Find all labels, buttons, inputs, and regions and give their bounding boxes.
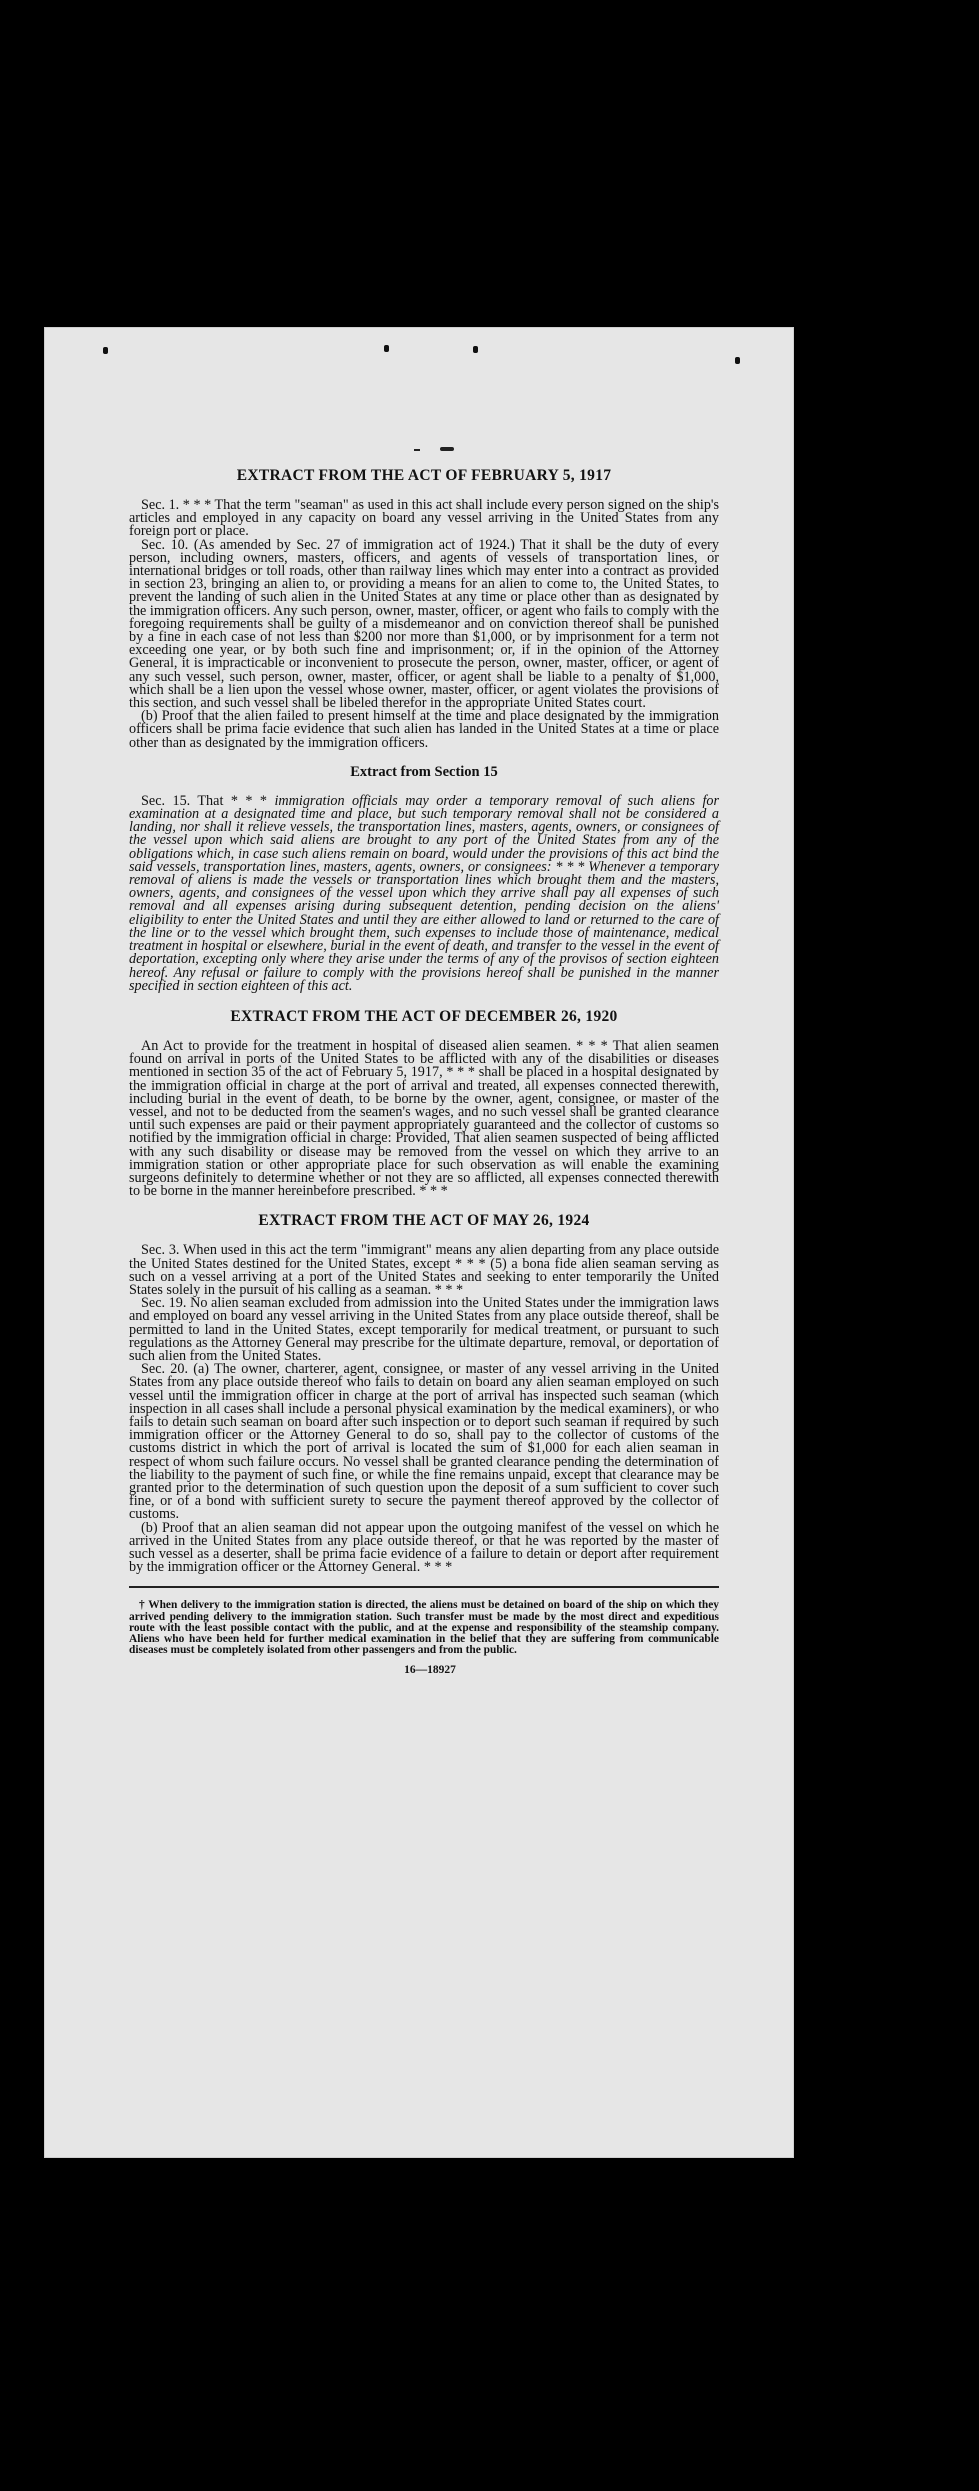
document-body <box>129 467 719 1678</box>
punch-hole <box>103 347 108 354</box>
paragraph-sec-19: Sec. 19. No alien seaman excluded from admission into the United States under the immigration laws and employed on board any vessel arriving in the United States from any place outside thereof, shall be permitted to land in the United States, except temporarily for medical treatment, or pursuant to such regulations as the Attorney General may prescribe for the ultimate departure, removal, or deportation of such alien from the United States. <box>129 1295 719 1364</box>
paragraph-sec-20-b: (b) Proof that an alien seaman did not appear upon the outgoing manifest of the vessel on which he arrived in the United States from any place outside thereof, or that he was reported by the master of such vessel as a deserter, shall be prima facie evidence of a failure to detain or deport after requirement by the immigration officer or the Attorney General. * * * <box>129 1519 719 1576</box>
page-number: 16—18927 <box>404 1664 456 1677</box>
heading-act-1917: EXTRACT FROM THE ACT OF FEBRUARY 5, 1917 <box>236 467 612 484</box>
paragraph-sec-15 <box>129 792 720 994</box>
heading-act-1920: EXTRACT FROM THE ACT OF DECEMBER 26, 1920 <box>230 1007 618 1025</box>
paragraph-sec-1: Sec. 1. * * * That the term "seaman" as used in this act shall include every person signed on the ship's articles and employed in any capacity on board any vessel arriving in the United States from any foreign port or place. <box>129 497 719 540</box>
paragraph-act-1920: An Act to provide for the treatment in hospital of diseased alien seamen. * * * That alien seamen found on arrival in ports of the United States to be afflicted with any of the disabilities or diseases mentioned in section 35 of the act of February 5, 1917, * * * shall be placed in a hospital designated by the immigration official in charge at the port of arrival and treated, all expenses connected therewith, including burial in the event of death, to be borne by the owner, agent, consignee, or master of the vessel, and not to be deducted from the seamen's wages, and no such vessel shall be granted clearance until such expenses are paid or their payment appropriately guaranteed and the collector of customs so notified by the immigration official in charge: Provided, That alien seamen suspected of being afflicted with any such disability or disease may be removed from the vessel on which they arrive to an immigration station or other appropriate place for such observation as will enable the examining surgeons definitely to determine whether or not they are so afflicted, all expenses connected therewith to be borne in the manner hereinbefore prescribed. * * * <box>129 1037 719 1200</box>
heading-act-1924: EXTRACT FROM THE ACT OF MAY 26, 1924 <box>258 1212 590 1230</box>
punch-hole <box>473 346 478 353</box>
ink-mark <box>414 449 420 451</box>
document-page <box>44 327 794 2158</box>
ink-mark <box>440 447 454 451</box>
paragraph-sec-10: Sec. 10. (As amended by Sec. 27 of immigration act of 1924.) That it shall be the duty of every person, including owners, masters, officers, and agents of vessels of transportation lines, or international bridges or toll roads, other than railway lines which may enter into a contract as provided in section 23, bringing an alien to, or providing a means for an alien to come to, the United States, to prevent the landing of such alien in the United States at any time or place other than as designated by the immigration officers. Any such person, owner, master, officer, or agent who fails to comply with the foregoing requirements shall be guilty of a misdemeanor and on conviction thereof shall be punished by a fine in each case of not less than $200 nor more than $1,000, or by imprisonment for a term not exceeding one year, or by both such fine and imprisonment; or, if in the opinion of the Attorney General, it is impracticable or inconvenient to prosecute the person, owner, master, officer, or agent of any such vessel, such person, owner, master, officer, or agent shall be liable to a penalty of $1,000, which shall be a lien upon the vessel whose owner, master, officer, or agent violates the provisions of this section, and such vessel shall be libeled therefor in the appropriate United States court. <box>129 536 719 712</box>
footnote: † When delivery to the immigration station is directed, the aliens must be detained on board of the ship on which they arrived pending delivery to the immigration station. Such transfer must be made by the most direct and expeditious route with the least possible contact with the public, and at the expense and responsibility of the steamship company. Aliens who have been held for further medical examination in the belief that they are suffering from communicable diseases must be completely isolated from other passengers and from the public. <box>129 1599 719 1657</box>
paragraph-proof: (b) Proof that the alien failed to present himself at the time and place designated by the immigration officers shall be prima facie evidence that such alien has landed in the United States at a time or place other than as designated by the immigration officers. <box>129 708 719 751</box>
paragraph-sec-3: Sec. 3. When used in this act the term "immigrant" means any alien departing from any place outside the United States destined for the United States, except * * * (5) a bona fide alien seaman serving as such on a vessel arriving at a port of the United States and seeking to enter temporarily the United States solely in the pursuit of his calling as a seaman. * * * <box>129 1242 719 1298</box>
sec-15-text: immigration officials may order a temporary removal of such aliens for examination at a designated time and place, but such temporary removal shall not be considered a landing, nor shall it relieve vessels, the transportation lines, masters, agents, owners, or consignees of the vessel upon which said aliens are brought to any port of the United States from any of the obligations which, in case such aliens remain on board, would under the provisions of this act bind the said vessels, transportation lines, masters, agents, owners, or consignees: * * * Whenever a temporary removal of aliens is made the vessels or transportation lines which brought them and the masters, owners, agents, and consignees of the vessel upon which they arrive shall pay all expenses of such removal and all expenses arising during subsequent detention, pending decision on the aliens' eligibility to enter the United States and until they are either allowed to land or returned to the care of the line or to the vessel which brought them, such expenses to include those of maintenance, medical treatment in hospital or elsewhere, burial in the event of death, and transfer to the vessel in the event of deportation, excepting only where they arise under the terms of any of the provisos of section eighteen hereof. Any refusal or failure to comply with the provisions hereof shall be punished in the manner specified in section eighteen of this act. <box>129 792 720 994</box>
paragraph-sec-20: Sec. 20. (a) The owner, charterer, agent, consignee, or master of any vessel arriving in the United States from any place outside thereof who fails to detain on board any alien seaman employed on such vessel until the immigration officer in charge at the port of arrival has inspected such seaman (which inspection in all cases shall include a personal physical examination by the medical examiners), or who fails to detain such seaman on board after such inspection or to deport such seaman if required by such immigration officer or the Attorney General to do so, shall pay to the collector of customs of the customs district in which the port of arrival is located the sum of $1,000 for each alien seaman in respect of whom such failure occurs. No vessel shall be granted clearance pending the determination of the liability to the payment of such fine, or while the fine remains unpaid, except that clearance may be granted prior to the determination of such question upon the deposit of a sum sufficient to cover such fine, or of a bond with sufficient surety to secure the payment thereof approved by the collector of customs. <box>129 1361 719 1523</box>
sec-15-lead: Sec. 15. That * * * <box>141 792 267 809</box>
punch-hole <box>735 357 740 364</box>
heading-section-15: Extract from Section 15 <box>350 763 498 780</box>
punch-hole <box>384 345 389 352</box>
footnote-divider <box>129 1586 719 1588</box>
